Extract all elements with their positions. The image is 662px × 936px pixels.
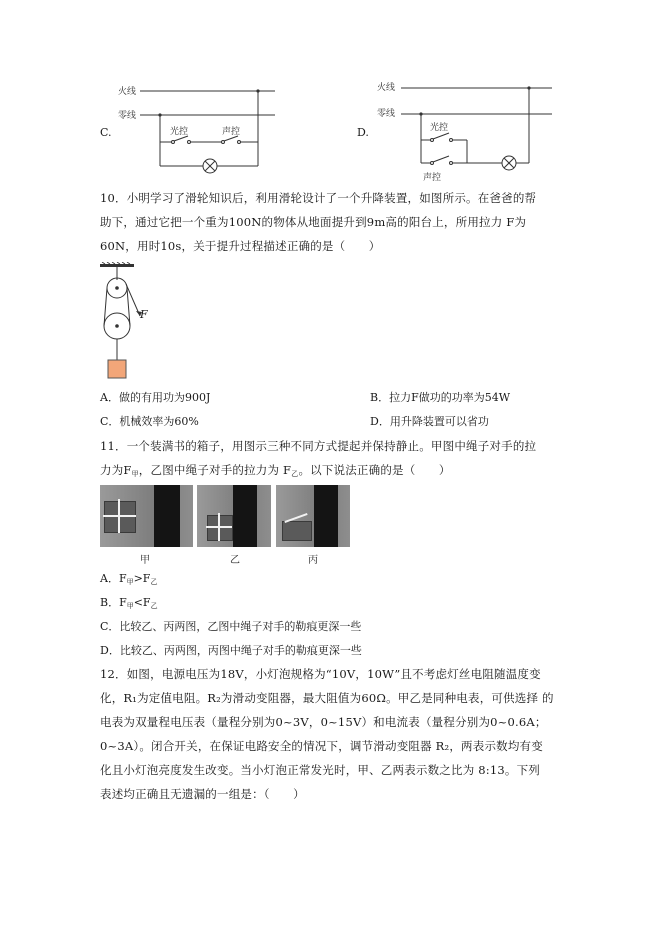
q11-b-sub2: 乙: [150, 602, 158, 610]
caption-jia: 甲: [140, 555, 150, 566]
question-12-line-5: 化且小灯泡亮度发生改变。当小灯泡正常发光时，甲、乙两表示数之比为 8:13。下列: [100, 763, 540, 777]
option-letter-c: C.: [100, 126, 112, 139]
q10-option-a[interactable]: A．做的有用功为900J: [100, 391, 211, 404]
question-12-line-3: 电表为双量程电压表（量程分别为0~3V，0~15V）和电流表（量程分别为0~0.6A；: [100, 715, 547, 729]
neutral-wire-label: 零线: [377, 109, 396, 119]
question-12-line-6: 表述均正确且无遗漏的一组是：（ ）: [100, 787, 305, 801]
q11-a-text: A．F: [100, 572, 127, 585]
light-switch-label: 光控: [170, 127, 189, 137]
photo-bing: [276, 485, 350, 547]
q11-a-sub2: 乙: [150, 578, 158, 586]
question-10-line-2: 助下，通过它把一个重为100N的物体从地面提升到9m高的阳台上，所用拉力 F为: [100, 215, 527, 229]
sound-switch-label: 声控: [222, 127, 241, 137]
box-lifting-photos: [100, 485, 350, 567]
q11-subscript: 甲: [131, 470, 139, 478]
caption-yi: 乙: [230, 555, 240, 566]
circuit-diagram-c: [100, 78, 280, 178]
circuit-diagram-d: [357, 76, 557, 186]
question-10-line-3: 60N，用时10s，关于提升过程描述正确的是（ ）: [100, 239, 381, 253]
photo-jia: [100, 485, 193, 547]
sound-switch-label: 声控: [423, 173, 442, 183]
question-10-line-1: 10．小明学习了滑轮知识后，利用滑轮设计了一个升降装置，如图所示。在爸爸的帮: [100, 191, 537, 205]
q11-option-d[interactable]: D．比较乙、丙两图，丙图中绳子对手的勒痕更深一些: [100, 644, 362, 657]
q11-text-part: 力为F: [100, 463, 132, 477]
question-12-line-4: 0~3A）。闭合开关，在保证电路安全的情况下，调节滑动变阻器 R₂，两表示数均有变: [100, 739, 543, 753]
force-f-label: F: [140, 308, 148, 321]
question-12-line-2: 化，R₁为定值电阻。R₂为滑动变阻器，最大阻值为60Ω。甲乙是同种电表，可供选择 的: [100, 691, 554, 705]
q11-option-a[interactable]: [100, 570, 157, 591]
pulley-system-drawing: [98, 262, 158, 384]
q11-option-b[interactable]: [100, 594, 158, 615]
q11-b-text: <F: [133, 596, 151, 609]
q11-a-text: >F: [133, 572, 151, 585]
q11-option-c[interactable]: C．比较乙、丙两图，乙图中绳子对手的勒痕更深一些: [100, 620, 362, 633]
q11-text-part: ，乙图中绳子对手的拉力为 F: [138, 463, 292, 477]
q11-a-sub1: 甲: [126, 578, 134, 586]
question-12-line-1: 12．如图，电源电压为18V，小灯泡规格为“10V，10W”且不考虑灯丝电阻随温度变: [100, 667, 541, 681]
photo-yi: [197, 485, 271, 547]
neutral-wire-label: 零线: [118, 111, 137, 121]
q10-option-b[interactable]: B．拉力F做功的功率为54W: [370, 391, 511, 404]
question-11-line-2: [100, 460, 451, 484]
caption-bing: 丙: [308, 555, 318, 566]
circuit-d-wiring: [357, 76, 557, 186]
q11-b-sub1: 甲: [126, 602, 134, 610]
q11-subscript: 乙: [291, 470, 299, 478]
circuit-c-wiring: [100, 78, 280, 178]
light-switch-label: 光控: [430, 123, 449, 133]
live-wire-label: 火线: [118, 87, 137, 97]
live-wire-label: 火线: [377, 83, 396, 93]
q11-text-part: 。以下说法正确的是（ ）: [298, 463, 451, 477]
q10-option-d[interactable]: D．用升降装置可以省功: [370, 415, 489, 428]
pulley-diagram: [98, 262, 158, 384]
q11-b-text: B．F: [100, 596, 127, 609]
option-letter-d: D.: [357, 126, 369, 139]
q10-option-c[interactable]: C．机械效率为60%: [100, 415, 199, 428]
question-11-line-1: 11．一个装满书的箱子，用图示三种不同方式提起并保持静止。甲图中绳子对手的拉: [100, 439, 537, 453]
